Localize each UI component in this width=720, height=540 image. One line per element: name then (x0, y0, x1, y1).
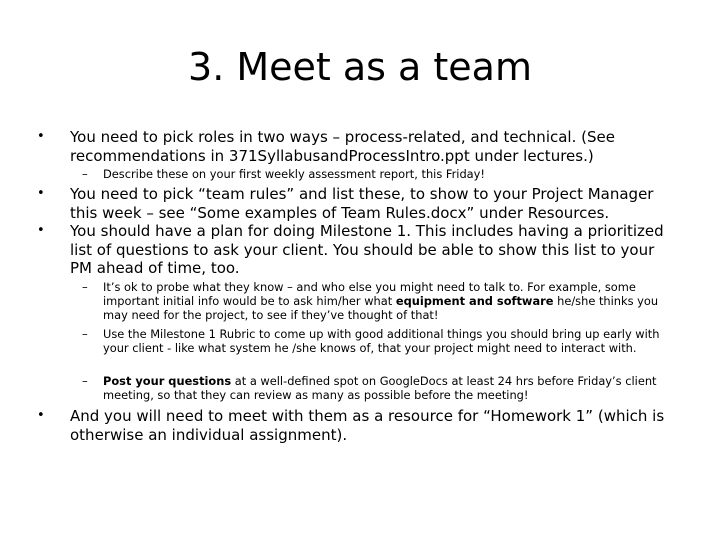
post-questions-bold: Post your questions (103, 374, 232, 388)
sub-bullet-rubric: Use the Milestone 1 Rubric to come up with good additional things you should bring up early with your client - like what system he /she knows of, that your project might need to interact with. (103, 327, 660, 355)
probe-text-start: It’s ok to probe what they know – and who else you might need to talk to. For example, some important initial info would be to ask him/her what (103, 280, 636, 308)
sub-bullet-dash-icon: – (82, 327, 88, 341)
bullet-homework: And you will need to meet with them as a resource for “Homework 1” (which is otherwise an individual assignment). (70, 407, 665, 444)
probe-text-end: he/she thinks you may need for the project, to see if they’ve thought of that! (103, 294, 659, 322)
bullet-dot-icon: • (37, 408, 45, 423)
slide-title: 3. Meet as a team (188, 45, 532, 89)
bullet-dot-icon: • (37, 223, 45, 238)
bullet-milestone-plan: You should have a plan for doing Milestone 1. This includes having a prioritized list of questions to ask your client. You should be able to show this list to your PM ahead of time, too. (70, 222, 664, 277)
bullet-dot-icon: • (37, 186, 45, 201)
sub-bullet-dash-icon: – (82, 167, 88, 181)
sub-bullet-dash-icon: – (82, 374, 88, 388)
sub-bullet-post-questions (103, 374, 683, 402)
sub-bullet-dash-icon: – (82, 280, 88, 294)
post-questions-text: at a well-defined spot on GoogleDocs at least 24 hrs before Friday’s client meeting, so that they can review as many as possible before the meeting! (103, 374, 657, 402)
probe-text-bold: equipment and software (395, 294, 554, 308)
sub-bullet-describe-roles: Describe these on your first weekly assessment report, this Friday! (103, 167, 485, 181)
bullet-dot-icon: • (37, 129, 45, 144)
bullet-roles: You need to pick roles in two ways – process-related, and technical. (See recommendations in 371SyllabusandProcessIntro.ppt under lectures.) (70, 128, 615, 165)
sub-bullet-probe (103, 280, 683, 322)
bullet-team-rules: You need to pick “team rules” and list these, to show to your Project Manager this week – see “Some examples of Team Rules.docx” under Resources. (70, 185, 654, 222)
